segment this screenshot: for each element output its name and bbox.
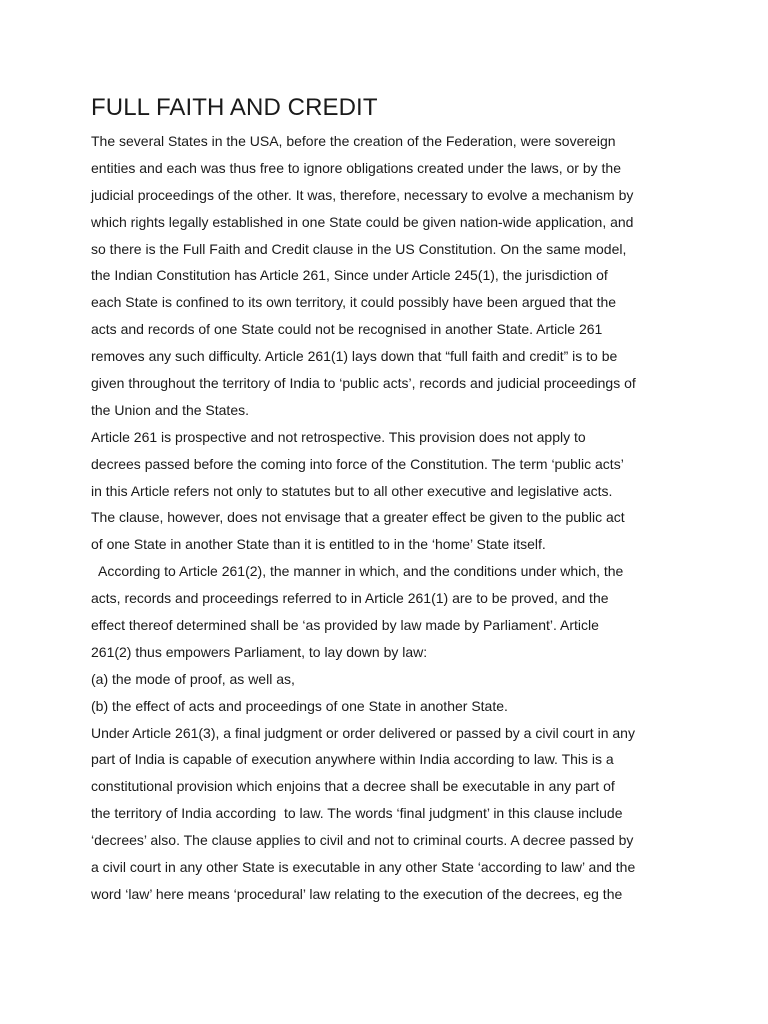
text-line: decrees passed before the coming into force of the Constitution. The term ‘public acts’ — [91, 455, 624, 472]
text-line: Article 261 is prospective and not retrospective. This provision does not apply to — [91, 428, 586, 445]
text-line: so there is the Full Faith and Credit clause in the US Constitution. On the same model, — [91, 240, 627, 257]
document-title: FULL FAITH AND CREDIT — [91, 94, 378, 121]
text-line: According to Article 261(2), the manner in which, and the conditions under which, the — [91, 563, 624, 580]
text-line: The clause, however, does not envisage that a greater effect be given to the public act — [91, 509, 625, 526]
text-line: part of India is capable of execution anywhere within India according to law. This is a — [91, 751, 614, 768]
text-line: effect thereof determined shall be ‘as provided by law made by Parliament’. Article — [91, 617, 599, 634]
text-line: acts, records and proceedings referred to in Article 261(1) are to be proved, and the — [91, 590, 609, 607]
text-line: removes any such difficulty. Article 261(1) lays down that “full faith and credit” is to be — [91, 348, 618, 365]
text-line: in this Article refers not only to statutes but to all other executive and legislative acts. — [91, 482, 613, 499]
text-line: Under Article 261(3), a final judgment or order delivered or passed by a civil court in any — [91, 724, 635, 741]
document-body — [91, 92, 691, 908]
text-line: word ‘law’ here means ‘procedural’ law relating to the execution of the decrees, eg the — [91, 885, 623, 902]
text-line: of one State in another State than it is entitled to in the ‘home’ State itself. — [91, 536, 546, 553]
text-line: constitutional provision which enjoins that a decree shall be executable in any part of — [91, 778, 615, 795]
text-line: The several States in the USA, before the creation of the Federation, were sovereign — [91, 133, 616, 149]
text-line: ‘decrees’ also. The clause applies to civil and not to criminal courts. A decree passed by — [91, 832, 634, 849]
text-line: acts and records of one State could not be recognised in another State. Article 261 — [91, 321, 603, 338]
text-line: (b) the effect of acts and proceedings of one State in another State. — [91, 697, 508, 714]
text-line: a civil court in any other State is executable in any other State ‘according to law’ and the — [91, 859, 636, 876]
text-line: the Union and the States. — [91, 401, 249, 418]
text-line: judicial proceedings of the other. It was, therefore, necessary to evolve a mechanism by — [91, 186, 634, 203]
text-line: each State is confined to its own territory, it could possibly have been argued that the — [91, 294, 617, 311]
body-text — [91, 128, 691, 908]
text-line: given throughout the territory of India to ‘public acts’, records and judicial proceedings of — [91, 375, 636, 392]
text-line: entities and each was thus free to ignore obligations created under the laws, or by the — [91, 159, 621, 176]
text-line: 261(2) thus empowers Parliament, to lay down by law: — [91, 643, 428, 660]
text-line: the territory of India according to law. The words ‘final judgment’ in this clause include — [91, 805, 623, 822]
text-line: the Indian Constitution has Article 261, Since under Article 245(1), the jurisdiction of — [91, 267, 608, 284]
text-line: (a) the mode of proof, as well as, — [91, 670, 295, 687]
text-line: which rights legally established in one State could be given nation-wide application, and — [91, 213, 634, 230]
